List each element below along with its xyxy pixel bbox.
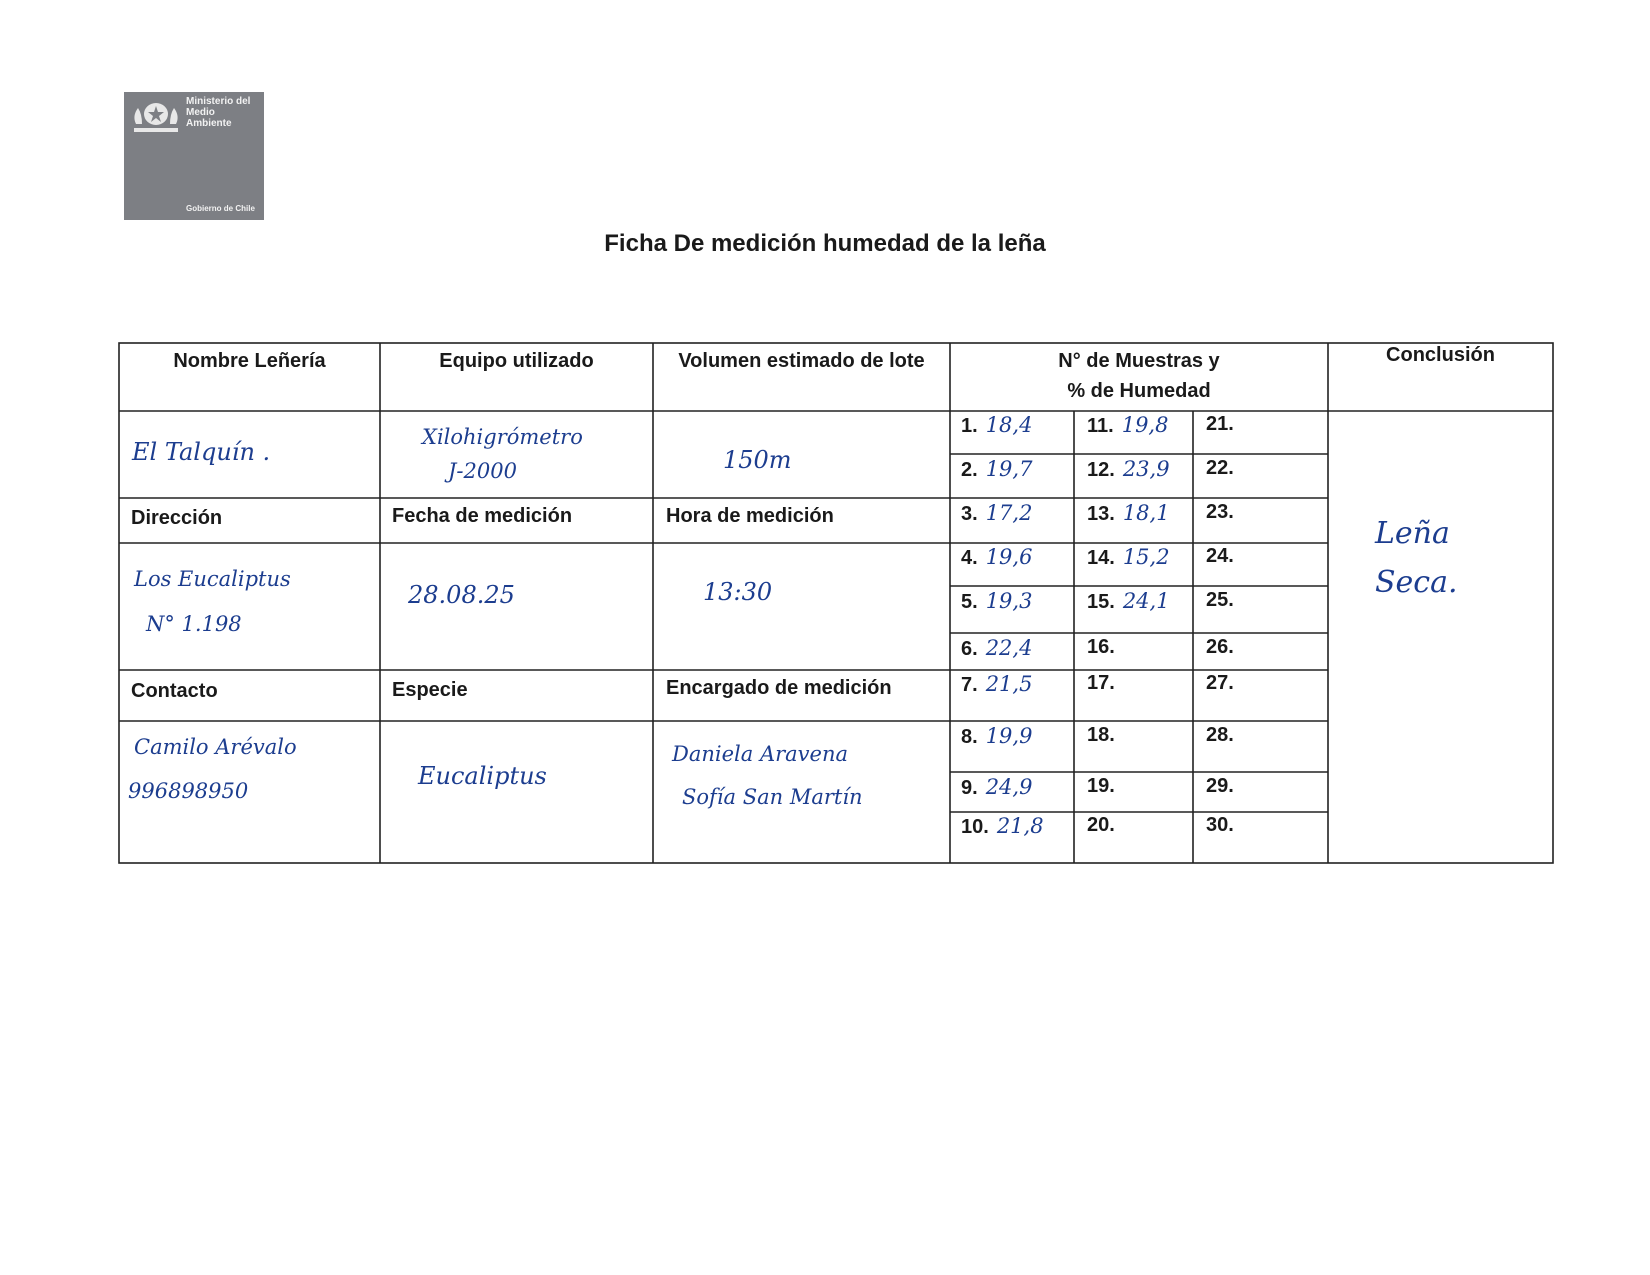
sample-cell [961,814,1044,839]
sample-cell [1087,814,1115,837]
sample-number: 12. [1087,459,1115,481]
sample-number: 28. [1206,724,1234,746]
label-fecha: Fecha de medición [392,505,573,527]
sample-number: 27. [1206,672,1234,694]
sample-cell [961,589,1032,614]
sample-cell [1087,775,1115,798]
label-direccion: Dirección [131,507,223,529]
sample-cell [1206,814,1234,837]
sample-humidity-value: 18,4 [985,413,1033,437]
sample-humidity-value: 21,5 [985,672,1033,696]
sample-cell [1087,457,1170,482]
sample-humidity-value: 24,1 [1122,589,1170,613]
sample-number: 20. [1087,814,1115,836]
sample-number: 14. [1087,547,1115,569]
sample-number: 13. [1087,503,1115,525]
volumen-value: 150m [723,446,792,474]
sample-humidity-value: 19,8 [1121,413,1169,437]
form-title: Ficha De medición humedad de la leña [604,230,1046,257]
sample-cell [1206,501,1234,524]
sample-number: 26. [1206,636,1234,658]
sample-number: 3. [961,503,978,525]
sample-humidity-value: 23,9 [1122,457,1170,481]
sample-cell [961,672,1032,697]
hora-value: 13:30 [703,578,773,606]
header-conclusion: Conclusión [1386,344,1495,366]
sample-number: 7. [961,674,978,696]
sample-cell [1206,589,1234,612]
sample-number: 30. [1206,814,1234,836]
sample-humidity-value: 19,9 [985,724,1033,748]
sample-number: 2. [961,459,978,481]
conclusion-value-line2: Seca. [1375,565,1458,600]
sample-humidity-value: 15,2 [1122,545,1170,569]
header-volumen: Volumen estimado de lote [678,350,925,372]
sample-cell [1206,636,1234,659]
sample-number: 16. [1087,636,1115,658]
sample-humidity-value: 17,2 [985,501,1033,525]
label-especie: Especie [392,679,468,701]
contacto-value-line1: Camilo Arévalo [134,735,297,759]
sample-cell [1087,589,1170,614]
sample-number: 6. [961,638,978,660]
label-contacto: Contacto [131,680,218,702]
direccion-value-line1: Los Eucaliptus [134,567,291,591]
sample-humidity-value: 22,4 [985,636,1033,660]
header-equipo: Equipo utilizado [439,350,594,372]
sample-number: 29. [1206,775,1234,797]
logo-text: Ministerio del Medio Ambiente [186,96,251,129]
sample-cell [961,457,1032,482]
direccion-value-line2: N° 1.198 [146,612,242,636]
logo-footer-text: Gobierno de Chile [186,204,255,213]
sample-number: 9. [961,777,978,799]
nombre-value: El Talquín . [132,438,271,466]
sample-cell [961,413,1032,438]
sample-cell [1206,457,1234,480]
sample-number: 17. [1087,672,1115,694]
encargado-value-line1: Daniela Aravena [672,742,848,766]
sample-cell [1087,413,1168,438]
header-muestras: N° de Muestras y % de Humedad [1058,350,1220,402]
sample-cell [961,545,1032,570]
sample-number: 19. [1087,775,1115,797]
sample-cell [1206,724,1234,747]
sample-number: 10. [961,816,989,838]
sample-number: 18. [1087,724,1115,746]
sample-cell [1087,501,1170,526]
sample-cell [1206,775,1234,798]
fecha-value: 28.08.25 [408,581,515,609]
sample-humidity-value: 19,7 [985,457,1033,481]
header-nombre: Nombre Leñería [173,350,326,372]
label-hora: Hora de medición [666,505,834,527]
sample-humidity-value: 19,3 [985,589,1033,613]
sample-humidity-value: 21,8 [996,814,1044,838]
especie-value: Eucaliptus [418,762,547,790]
sample-number: 5. [961,591,978,613]
label-encargado: Encargado de medición [666,677,892,699]
sample-number: 23. [1206,501,1234,523]
sample-cell [1206,672,1234,695]
equipo-value-line2: J-2000 [448,459,517,483]
encargado-value-line2: Sofía San Martín [682,785,863,809]
conclusion-value-line1: Leña [1375,516,1450,551]
sample-number: 4. [961,547,978,569]
sample-cell [1087,545,1170,570]
sample-cell [1087,672,1115,695]
sample-number: 8. [961,726,978,748]
contacto-value-line2: 996898950 [128,779,249,803]
sample-humidity-value: 18,1 [1122,501,1170,525]
sample-cell [961,775,1032,800]
sample-number: 25. [1206,589,1234,611]
sample-cell [1206,413,1234,436]
equipo-value-line1: Xilohigrómetro [422,425,583,449]
sample-number: 15. [1087,591,1115,613]
sample-cell [1087,724,1115,747]
sample-humidity-value: 24,9 [985,775,1033,799]
sample-cell [961,636,1032,661]
sample-number: 22. [1206,457,1234,479]
sample-cell [961,724,1032,749]
sample-cell [961,501,1032,526]
sample-number: 11. [1087,415,1114,437]
sample-humidity-value: 19,6 [985,545,1033,569]
sample-number: 24. [1206,545,1234,567]
sample-number: 1. [961,415,978,437]
sample-cell [1087,636,1115,659]
sample-cell [1206,545,1234,568]
sample-number: 21. [1206,413,1234,435]
